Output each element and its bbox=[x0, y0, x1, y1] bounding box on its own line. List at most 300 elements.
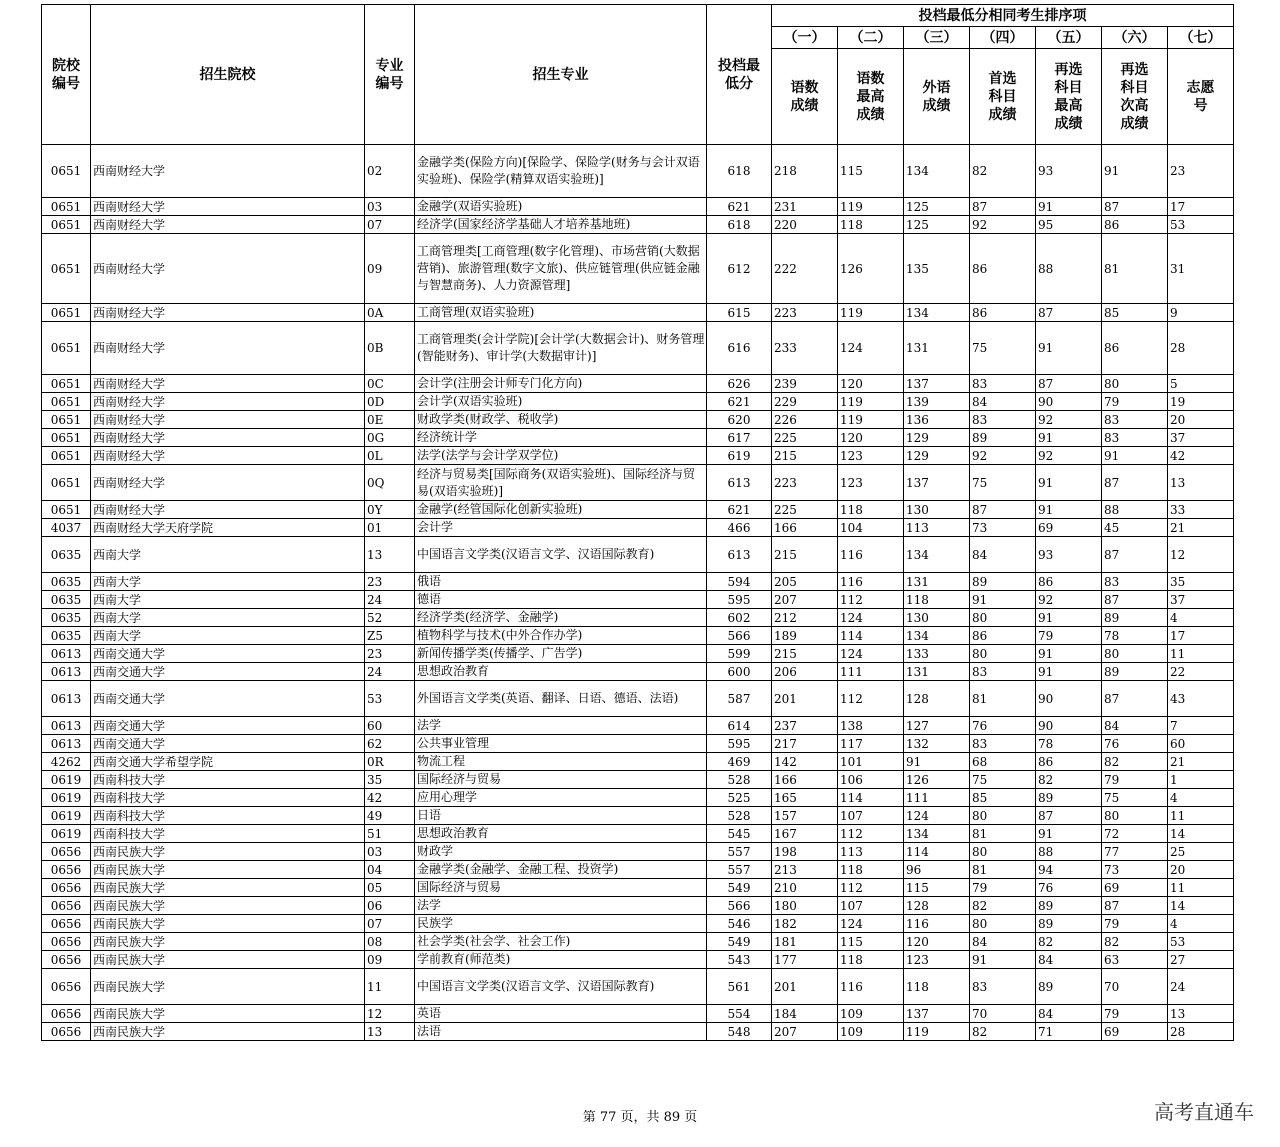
rank-item-6-cell: 87 bbox=[1102, 591, 1168, 609]
rank-item-3-cell: 129 bbox=[904, 447, 970, 465]
major-name-cell: 思想政治教育 bbox=[415, 663, 707, 681]
table-row bbox=[42, 771, 1234, 789]
header-sub-2: 语数最高成绩 bbox=[838, 49, 904, 145]
rank-item-1-cell: 226 bbox=[772, 411, 838, 429]
rank-item-1-cell: 206 bbox=[772, 663, 838, 681]
rank-item-1-cell: 229 bbox=[772, 393, 838, 411]
major-code-cell: Z5 bbox=[365, 627, 415, 645]
rank-item-2-cell: 138 bbox=[838, 717, 904, 735]
rank-item-5-cell: 90 bbox=[1036, 681, 1102, 717]
school-code-cell: 0651 bbox=[42, 322, 91, 375]
rank-item-7-cell: 7 bbox=[1168, 717, 1234, 735]
school-name-cell: 西南民族大学 bbox=[91, 843, 365, 861]
rank-item-7-cell: 28 bbox=[1168, 1023, 1234, 1041]
rank-item-4-cell: 83 bbox=[970, 411, 1036, 429]
rank-item-3-cell: 114 bbox=[904, 843, 970, 861]
header-major: 招生专业 bbox=[415, 5, 707, 145]
rank-item-1-cell: 225 bbox=[772, 501, 838, 519]
major-code-cell: 03 bbox=[365, 198, 415, 216]
header-major-code: 专业编号 bbox=[365, 5, 415, 145]
rank-item-7-cell: 33 bbox=[1168, 501, 1234, 519]
rank-item-4-cell: 75 bbox=[970, 465, 1036, 501]
rank-item-7-cell: 27 bbox=[1168, 951, 1234, 969]
rank-item-4-cell: 86 bbox=[970, 234, 1036, 304]
rank-item-4-cell: 86 bbox=[970, 627, 1036, 645]
rank-item-5-cell: 92 bbox=[1036, 447, 1102, 465]
rank-item-2-cell: 112 bbox=[838, 591, 904, 609]
rank-item-4-cell: 83 bbox=[970, 735, 1036, 753]
rank-item-1-cell: 213 bbox=[772, 861, 838, 879]
rank-item-4-cell: 89 bbox=[970, 429, 1036, 447]
rank-item-4-cell: 84 bbox=[970, 537, 1036, 573]
school-code-cell: 0635 bbox=[42, 573, 91, 591]
school-code-cell: 0651 bbox=[42, 216, 91, 234]
major-code-cell: 49 bbox=[365, 807, 415, 825]
rank-item-6-cell: 69 bbox=[1102, 879, 1168, 897]
rank-item-5-cell: 90 bbox=[1036, 393, 1102, 411]
major-code-cell: 35 bbox=[365, 771, 415, 789]
rank-item-5-cell: 86 bbox=[1036, 573, 1102, 591]
rank-item-4-cell: 86 bbox=[970, 304, 1036, 322]
rank-item-4-cell: 81 bbox=[970, 825, 1036, 843]
watermark: 高考直通车 bbox=[1154, 1100, 1254, 1124]
table-row bbox=[42, 519, 1234, 537]
min-score-cell: 561 bbox=[707, 969, 772, 1005]
school-code-cell: 0651 bbox=[42, 447, 91, 465]
rank-item-1-cell: 212 bbox=[772, 609, 838, 627]
rank-item-4-cell: 83 bbox=[970, 375, 1036, 393]
min-score-cell: 613 bbox=[707, 465, 772, 501]
min-score-cell: 626 bbox=[707, 375, 772, 393]
table-row bbox=[42, 537, 1234, 573]
school-code-cell: 0619 bbox=[42, 789, 91, 807]
rank-item-3-cell: 131 bbox=[904, 322, 970, 375]
school-code-cell: 0651 bbox=[42, 501, 91, 519]
rank-item-2-cell: 109 bbox=[838, 1005, 904, 1023]
rank-item-2-cell: 116 bbox=[838, 969, 904, 1005]
rank-item-4-cell: 82 bbox=[970, 897, 1036, 915]
rank-item-1-cell: 166 bbox=[772, 771, 838, 789]
min-score-cell: 566 bbox=[707, 627, 772, 645]
major-name-cell: 经济学类(经济学、金融学) bbox=[415, 609, 707, 627]
rank-item-2-cell: 118 bbox=[838, 951, 904, 969]
rank-item-3-cell: 134 bbox=[904, 627, 970, 645]
major-code-cell: 13 bbox=[365, 1023, 415, 1041]
school-name-cell: 西南大学 bbox=[91, 591, 365, 609]
rank-item-2-cell: 112 bbox=[838, 879, 904, 897]
school-code-cell: 0613 bbox=[42, 717, 91, 735]
rank-item-6-cell: 86 bbox=[1102, 216, 1168, 234]
rank-item-2-cell: 124 bbox=[838, 609, 904, 627]
rank-item-7-cell: 20 bbox=[1168, 861, 1234, 879]
rank-item-5-cell: 92 bbox=[1036, 411, 1102, 429]
admission-score-table bbox=[41, 4, 1234, 1041]
rank-item-7-cell: 9 bbox=[1168, 304, 1234, 322]
rank-item-2-cell: 119 bbox=[838, 411, 904, 429]
school-name-cell: 西南民族大学 bbox=[91, 951, 365, 969]
major-name-cell: 英语 bbox=[415, 1005, 707, 1023]
major-code-cell: 05 bbox=[365, 879, 415, 897]
rank-item-6-cell: 79 bbox=[1102, 393, 1168, 411]
rank-item-4-cell: 83 bbox=[970, 663, 1036, 681]
rank-item-4-cell: 83 bbox=[970, 969, 1036, 1005]
header-seq-6: （六） bbox=[1102, 27, 1168, 49]
rank-item-7-cell: 23 bbox=[1168, 145, 1234, 198]
rank-item-7-cell: 17 bbox=[1168, 198, 1234, 216]
major-code-cell: 06 bbox=[365, 897, 415, 915]
rank-item-7-cell: 22 bbox=[1168, 663, 1234, 681]
rank-item-6-cell: 82 bbox=[1102, 933, 1168, 951]
rank-item-3-cell: 128 bbox=[904, 897, 970, 915]
rank-item-5-cell: 93 bbox=[1036, 537, 1102, 573]
rank-item-3-cell: 131 bbox=[904, 573, 970, 591]
rank-item-4-cell: 79 bbox=[970, 879, 1036, 897]
major-code-cell: 0Q bbox=[365, 465, 415, 501]
rank-item-3-cell: 139 bbox=[904, 393, 970, 411]
rank-item-5-cell: 91 bbox=[1036, 501, 1102, 519]
rank-item-6-cell: 89 bbox=[1102, 609, 1168, 627]
rank-item-1-cell: 215 bbox=[772, 645, 838, 663]
min-score-cell: 595 bbox=[707, 591, 772, 609]
rank-item-6-cell: 80 bbox=[1102, 375, 1168, 393]
school-name-cell: 西南财经大学 bbox=[91, 411, 365, 429]
table-row bbox=[42, 933, 1234, 951]
rank-item-5-cell: 89 bbox=[1036, 897, 1102, 915]
rank-item-5-cell: 88 bbox=[1036, 843, 1102, 861]
rank-item-3-cell: 127 bbox=[904, 717, 970, 735]
rank-item-4-cell: 87 bbox=[970, 198, 1036, 216]
rank-item-7-cell: 21 bbox=[1168, 753, 1234, 771]
school-name-cell: 西南民族大学 bbox=[91, 1005, 365, 1023]
rank-item-1-cell: 215 bbox=[772, 447, 838, 465]
table-row bbox=[42, 789, 1234, 807]
rank-item-7-cell: 24 bbox=[1168, 969, 1234, 1005]
rank-item-2-cell: 109 bbox=[838, 1023, 904, 1041]
rank-item-4-cell: 82 bbox=[970, 1023, 1036, 1041]
school-name-cell: 西南财经大学 bbox=[91, 447, 365, 465]
school-code-cell: 4037 bbox=[42, 519, 91, 537]
rank-item-2-cell: 114 bbox=[838, 627, 904, 645]
table-row bbox=[42, 951, 1234, 969]
rank-item-6-cell: 70 bbox=[1102, 969, 1168, 1005]
rank-item-1-cell: 207 bbox=[772, 1023, 838, 1041]
school-code-cell: 0635 bbox=[42, 537, 91, 573]
major-code-cell: 23 bbox=[365, 573, 415, 591]
rank-item-5-cell: 89 bbox=[1036, 789, 1102, 807]
rank-item-6-cell: 79 bbox=[1102, 915, 1168, 933]
rank-item-3-cell: 129 bbox=[904, 429, 970, 447]
rank-item-3-cell: 125 bbox=[904, 216, 970, 234]
min-score-cell: 612 bbox=[707, 234, 772, 304]
rank-item-5-cell: 76 bbox=[1036, 879, 1102, 897]
rank-item-3-cell: 96 bbox=[904, 861, 970, 879]
min-score-cell: 614 bbox=[707, 717, 772, 735]
school-code-cell: 0656 bbox=[42, 933, 91, 951]
rank-item-2-cell: 106 bbox=[838, 771, 904, 789]
rank-item-5-cell: 92 bbox=[1036, 591, 1102, 609]
table-row bbox=[42, 411, 1234, 429]
major-name-cell: 新闻传播学类(传播学、广告学) bbox=[415, 645, 707, 663]
min-score-cell: 621 bbox=[707, 393, 772, 411]
major-code-cell: 04 bbox=[365, 861, 415, 879]
school-code-cell: 0656 bbox=[42, 897, 91, 915]
school-name-cell: 西南交通大学 bbox=[91, 717, 365, 735]
min-score-cell: 543 bbox=[707, 951, 772, 969]
rank-item-3-cell: 130 bbox=[904, 501, 970, 519]
school-code-cell: 0656 bbox=[42, 1023, 91, 1041]
rank-item-7-cell: 11 bbox=[1168, 807, 1234, 825]
rank-item-6-cell: 82 bbox=[1102, 753, 1168, 771]
rank-item-5-cell: 91 bbox=[1036, 198, 1102, 216]
rank-item-7-cell: 25 bbox=[1168, 843, 1234, 861]
major-name-cell: 社会学类(社会学、社会工作) bbox=[415, 933, 707, 951]
major-name-cell: 会计学 bbox=[415, 519, 707, 537]
rank-item-1-cell: 189 bbox=[772, 627, 838, 645]
rank-item-3-cell: 136 bbox=[904, 411, 970, 429]
rank-item-5-cell: 84 bbox=[1036, 951, 1102, 969]
rank-item-1-cell: 184 bbox=[772, 1005, 838, 1023]
rank-item-7-cell: 31 bbox=[1168, 234, 1234, 304]
major-code-cell: 01 bbox=[365, 519, 415, 537]
header-seq-2: （二） bbox=[838, 27, 904, 49]
major-name-cell: 外国语言文学类(英语、翻译、日语、德语、法语) bbox=[415, 681, 707, 717]
rank-item-2-cell: 123 bbox=[838, 465, 904, 501]
rank-item-1-cell: 218 bbox=[772, 145, 838, 198]
major-name-cell: 经济学(国家经济学基础人才培养基地班) bbox=[415, 216, 707, 234]
rank-item-6-cell: 87 bbox=[1102, 465, 1168, 501]
major-code-cell: 51 bbox=[365, 825, 415, 843]
rank-item-6-cell: 91 bbox=[1102, 145, 1168, 198]
rank-item-6-cell: 87 bbox=[1102, 681, 1168, 717]
rank-item-3-cell: 124 bbox=[904, 807, 970, 825]
school-name-cell: 西南民族大学 bbox=[91, 933, 365, 951]
rank-item-4-cell: 85 bbox=[970, 789, 1036, 807]
min-score-cell: 587 bbox=[707, 681, 772, 717]
major-code-cell: 07 bbox=[365, 915, 415, 933]
school-name-cell: 西南财经大学 bbox=[91, 393, 365, 411]
school-code-cell: 0651 bbox=[42, 465, 91, 501]
rank-item-7-cell: 37 bbox=[1168, 429, 1234, 447]
rank-item-2-cell: 123 bbox=[838, 447, 904, 465]
rank-item-6-cell: 63 bbox=[1102, 951, 1168, 969]
rank-item-5-cell: 91 bbox=[1036, 609, 1102, 627]
rank-item-6-cell: 83 bbox=[1102, 411, 1168, 429]
table-row bbox=[42, 753, 1234, 771]
rank-item-1-cell: 217 bbox=[772, 735, 838, 753]
rank-item-5-cell: 91 bbox=[1036, 645, 1102, 663]
rank-item-5-cell: 87 bbox=[1036, 807, 1102, 825]
table-row bbox=[42, 609, 1234, 627]
rank-item-7-cell: 53 bbox=[1168, 216, 1234, 234]
min-score-cell: 595 bbox=[707, 735, 772, 753]
rank-item-4-cell: 92 bbox=[970, 447, 1036, 465]
rank-item-7-cell: 21 bbox=[1168, 519, 1234, 537]
school-name-cell: 西南财经大学 bbox=[91, 501, 365, 519]
min-score-cell: 528 bbox=[707, 807, 772, 825]
rank-item-1-cell: 239 bbox=[772, 375, 838, 393]
major-code-cell: 0D bbox=[365, 393, 415, 411]
major-name-cell: 工商管理类[工商管理(数字化管理)、市场营销(大数据营销)、旅游管理(数字文旅)、供应链管理(供应链金融与智慧商务)、人力资源管理] bbox=[415, 234, 707, 304]
table-row bbox=[42, 681, 1234, 717]
major-name-cell: 中国语言文学类(汉语言文学、汉语国际教育) bbox=[415, 969, 707, 1005]
header-sub-3: 外语成绩 bbox=[904, 49, 970, 145]
rank-item-2-cell: 120 bbox=[838, 375, 904, 393]
major-code-cell: 0G bbox=[365, 429, 415, 447]
major-name-cell: 财政学 bbox=[415, 843, 707, 861]
header-school-code: 院校编号 bbox=[42, 5, 91, 145]
major-code-cell: 52 bbox=[365, 609, 415, 627]
rank-item-6-cell: 83 bbox=[1102, 429, 1168, 447]
rank-item-1-cell: 180 bbox=[772, 897, 838, 915]
rank-item-7-cell: 5 bbox=[1168, 375, 1234, 393]
rank-item-2-cell: 115 bbox=[838, 145, 904, 198]
min-score-cell: 617 bbox=[707, 429, 772, 447]
table-row bbox=[42, 145, 1234, 198]
rank-item-2-cell: 119 bbox=[838, 198, 904, 216]
rank-item-5-cell: 91 bbox=[1036, 663, 1102, 681]
rank-item-1-cell: 177 bbox=[772, 951, 838, 969]
school-name-cell: 西南民族大学 bbox=[91, 969, 365, 1005]
header-sub-1: 语数成绩 bbox=[772, 49, 838, 145]
school-code-cell: 0651 bbox=[42, 234, 91, 304]
rank-item-2-cell: 112 bbox=[838, 825, 904, 843]
rank-item-6-cell: 72 bbox=[1102, 825, 1168, 843]
major-code-cell: 53 bbox=[365, 681, 415, 717]
major-code-cell: 11 bbox=[365, 969, 415, 1005]
rank-item-7-cell: 14 bbox=[1168, 897, 1234, 915]
major-code-cell: 0L bbox=[365, 447, 415, 465]
rank-item-6-cell: 87 bbox=[1102, 897, 1168, 915]
rank-item-3-cell: 131 bbox=[904, 663, 970, 681]
rank-item-1-cell: 181 bbox=[772, 933, 838, 951]
rank-item-2-cell: 114 bbox=[838, 789, 904, 807]
rank-item-6-cell: 79 bbox=[1102, 771, 1168, 789]
rank-item-1-cell: 237 bbox=[772, 717, 838, 735]
rank-item-3-cell: 128 bbox=[904, 681, 970, 717]
rank-item-3-cell: 125 bbox=[904, 198, 970, 216]
rank-item-2-cell: 116 bbox=[838, 573, 904, 591]
major-name-cell: 德语 bbox=[415, 591, 707, 609]
rank-item-3-cell: 135 bbox=[904, 234, 970, 304]
rank-item-4-cell: 92 bbox=[970, 216, 1036, 234]
major-name-cell: 民族学 bbox=[415, 915, 707, 933]
rank-item-5-cell: 87 bbox=[1036, 304, 1102, 322]
rank-item-7-cell: 42 bbox=[1168, 447, 1234, 465]
rank-item-4-cell: 82 bbox=[970, 145, 1036, 198]
school-code-cell: 0651 bbox=[42, 145, 91, 198]
rank-item-2-cell: 119 bbox=[838, 393, 904, 411]
table-row bbox=[42, 1023, 1234, 1041]
rank-item-1-cell: 225 bbox=[772, 429, 838, 447]
min-score-cell: 602 bbox=[707, 609, 772, 627]
rank-item-7-cell: 11 bbox=[1168, 879, 1234, 897]
school-name-cell: 西南财经大学 bbox=[91, 234, 365, 304]
rank-item-1-cell: 165 bbox=[772, 789, 838, 807]
rank-item-6-cell: 91 bbox=[1102, 447, 1168, 465]
min-score-cell: 557 bbox=[707, 843, 772, 861]
min-score-cell: 566 bbox=[707, 897, 772, 915]
major-name-cell: 工商管理类(会计学院)[会计学(大数据会计)、财务管理(智能财务)、审计学(大数据审计)] bbox=[415, 322, 707, 375]
rank-item-1-cell: 201 bbox=[772, 681, 838, 717]
major-name-cell: 法学(法学与会计学双学位) bbox=[415, 447, 707, 465]
rank-item-1-cell: 142 bbox=[772, 753, 838, 771]
min-score-cell: 621 bbox=[707, 198, 772, 216]
major-name-cell: 法语 bbox=[415, 1023, 707, 1041]
school-code-cell: 0613 bbox=[42, 735, 91, 753]
rank-item-5-cell: 90 bbox=[1036, 717, 1102, 735]
rank-item-7-cell: 4 bbox=[1168, 915, 1234, 933]
table-row bbox=[42, 825, 1234, 843]
rank-item-3-cell: 134 bbox=[904, 825, 970, 843]
major-code-cell: 09 bbox=[365, 951, 415, 969]
rank-item-2-cell: 118 bbox=[838, 861, 904, 879]
min-score-cell: 557 bbox=[707, 861, 772, 879]
school-name-cell: 西南交通大学 bbox=[91, 681, 365, 717]
rank-item-6-cell: 79 bbox=[1102, 1005, 1168, 1023]
table-row bbox=[42, 447, 1234, 465]
header-seq-5: （五） bbox=[1036, 27, 1102, 49]
rank-item-3-cell: 116 bbox=[904, 915, 970, 933]
major-code-cell: 0A bbox=[365, 304, 415, 322]
major-name-cell: 物流工程 bbox=[415, 753, 707, 771]
rank-item-7-cell: 1 bbox=[1168, 771, 1234, 789]
major-name-cell: 工商管理(双语实验班) bbox=[415, 304, 707, 322]
rank-item-4-cell: 81 bbox=[970, 861, 1036, 879]
min-score-cell: 618 bbox=[707, 216, 772, 234]
table-row bbox=[42, 322, 1234, 375]
rank-item-2-cell: 124 bbox=[838, 915, 904, 933]
min-score-cell: 548 bbox=[707, 1023, 772, 1041]
rank-item-6-cell: 87 bbox=[1102, 537, 1168, 573]
rank-item-6-cell: 89 bbox=[1102, 663, 1168, 681]
school-name-cell: 西南交通大学 bbox=[91, 663, 365, 681]
school-code-cell: 0651 bbox=[42, 304, 91, 322]
table-row bbox=[42, 627, 1234, 645]
rank-item-7-cell: 43 bbox=[1168, 681, 1234, 717]
rank-item-5-cell: 91 bbox=[1036, 322, 1102, 375]
school-code-cell: 0656 bbox=[42, 969, 91, 1005]
rank-item-7-cell: 11 bbox=[1168, 645, 1234, 663]
rank-item-5-cell: 71 bbox=[1036, 1023, 1102, 1041]
header-sub-7: 志愿号 bbox=[1168, 49, 1234, 145]
major-name-cell: 中国语言文学类(汉语言文学、汉语国际教育) bbox=[415, 537, 707, 573]
table-row bbox=[42, 843, 1234, 861]
rank-item-4-cell: 91 bbox=[970, 951, 1036, 969]
table-row bbox=[42, 735, 1234, 753]
rank-item-3-cell: 111 bbox=[904, 789, 970, 807]
rank-item-5-cell: 78 bbox=[1036, 735, 1102, 753]
rank-item-7-cell: 37 bbox=[1168, 591, 1234, 609]
rank-item-2-cell: 119 bbox=[838, 304, 904, 322]
school-name-cell: 西南财经大学天府学院 bbox=[91, 519, 365, 537]
major-code-cell: 0C bbox=[365, 375, 415, 393]
school-name-cell: 西南财经大学 bbox=[91, 429, 365, 447]
rank-item-5-cell: 79 bbox=[1036, 627, 1102, 645]
header-seq-4: （四） bbox=[970, 27, 1036, 49]
rank-item-4-cell: 80 bbox=[970, 645, 1036, 663]
rank-item-5-cell: 91 bbox=[1036, 465, 1102, 501]
rank-item-1-cell: 223 bbox=[772, 465, 838, 501]
rank-item-7-cell: 35 bbox=[1168, 573, 1234, 591]
major-name-cell: 思想政治教育 bbox=[415, 825, 707, 843]
major-code-cell: 0R bbox=[365, 753, 415, 771]
rank-item-6-cell: 45 bbox=[1102, 519, 1168, 537]
school-name-cell: 西南财经大学 bbox=[91, 304, 365, 322]
rank-item-2-cell: 104 bbox=[838, 519, 904, 537]
school-code-cell: 0651 bbox=[42, 198, 91, 216]
rank-item-2-cell: 112 bbox=[838, 681, 904, 717]
rank-item-6-cell: 73 bbox=[1102, 861, 1168, 879]
